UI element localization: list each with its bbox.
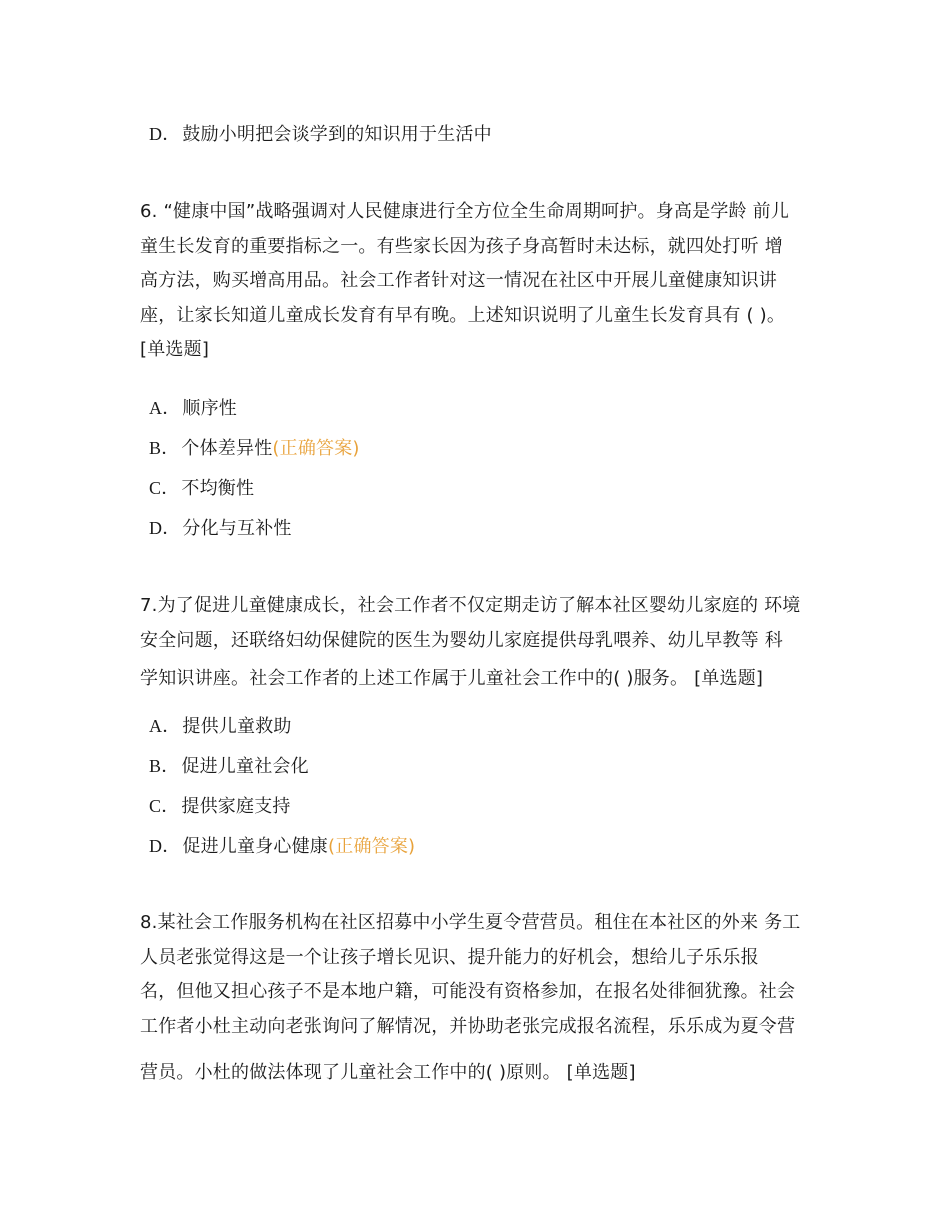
option-text: 促进儿童社会化 xyxy=(181,756,309,777)
question-text-line: 8.某社会工作服务机构在社区招募中小学生夏令营营员。租住在本社区的外来 务工 xyxy=(140,912,801,933)
option-text: 分化与互补性 xyxy=(182,518,292,539)
option-letter: A． xyxy=(149,398,181,418)
question-text-line: 学知识讲座。社会工作者的上述工作属于儿童社会工作中的( )服务。 [单选题] xyxy=(140,668,764,689)
question-text-line: 童生长发育的重要指标之一。有些家长因为孩子身高暂时未达标，就四处打听 增 xyxy=(140,236,783,257)
option-a[interactable] xyxy=(149,713,292,740)
option-letter: B． xyxy=(149,756,180,776)
question-text-line: 座，让家长知道儿童成长发育有早有晚。上述知识说明了儿童生长发育具有 ( )。 xyxy=(140,305,786,326)
option-text: 个体差异性 xyxy=(181,438,273,459)
correct-answer-label: (正确答案) xyxy=(272,438,360,459)
option-letter: A． xyxy=(149,716,181,736)
question-text-line: 6. “健康中国”战略强调对人民健康进行全方位全生命周期呵护。身高是学龄 前儿 xyxy=(140,201,790,222)
option-d[interactable] xyxy=(149,515,292,542)
correct-answer-label: (正确答案) xyxy=(328,836,416,857)
question-text-line: 7.为了促进儿童健康成长，社会工作者不仅定期走访了解本社区婴幼儿家庭的 环境 xyxy=(140,595,801,616)
option-letter: C． xyxy=(149,478,180,498)
question-text-line: 人员老张觉得这是一个让孩子增长见识、提升能力的好机会，想给儿子乐乐报 xyxy=(140,947,759,968)
question-type-label: [单选题] xyxy=(140,339,210,360)
option-c[interactable] xyxy=(149,475,254,502)
option-a[interactable] xyxy=(149,395,237,422)
question-text-line: 安全问题，还联络妇幼保健院的医生为婴幼儿家庭提供母乳喂养、幼儿早教等 科 xyxy=(140,630,783,651)
option-text: 顺序性 xyxy=(182,398,238,419)
option-d-previous xyxy=(149,121,492,148)
option-letter: D． xyxy=(149,836,181,856)
option-text: 不均衡性 xyxy=(181,478,255,499)
question-text-line: 名，但他又担心孩子不是本地户籍，可能没有资格参加，在报名处徘徊犹豫。社会 xyxy=(140,981,796,1002)
option-b[interactable] xyxy=(149,435,360,462)
question-text-line: 营员。小杜的做法体现了儿童社会工作中的( )原则。 [单选题] xyxy=(140,1062,636,1083)
option-letter: D． xyxy=(149,124,181,144)
option-letter: C． xyxy=(149,796,180,816)
option-letter: B． xyxy=(149,438,180,458)
option-b[interactable] xyxy=(149,753,309,780)
question-text-line: 高方法，购买增高用品。社会工作者针对这一情况在社区中开展儿童健康知识讲 xyxy=(140,270,777,291)
question-text-line: 工作者小杜主动向老张询问了解情况，并协助老张完成报名流程，乐乐成为夏令营 xyxy=(140,1016,796,1037)
option-text: 提供儿童救助 xyxy=(182,716,292,737)
option-text: 鼓励小明把会谈学到的知识用于生活中 xyxy=(182,124,492,145)
option-letter: D． xyxy=(149,518,181,538)
option-d[interactable] xyxy=(149,833,415,860)
option-c[interactable] xyxy=(149,793,291,820)
option-text: 促进儿童身心健康 xyxy=(182,836,329,857)
option-text: 提供家庭支持 xyxy=(181,796,291,817)
